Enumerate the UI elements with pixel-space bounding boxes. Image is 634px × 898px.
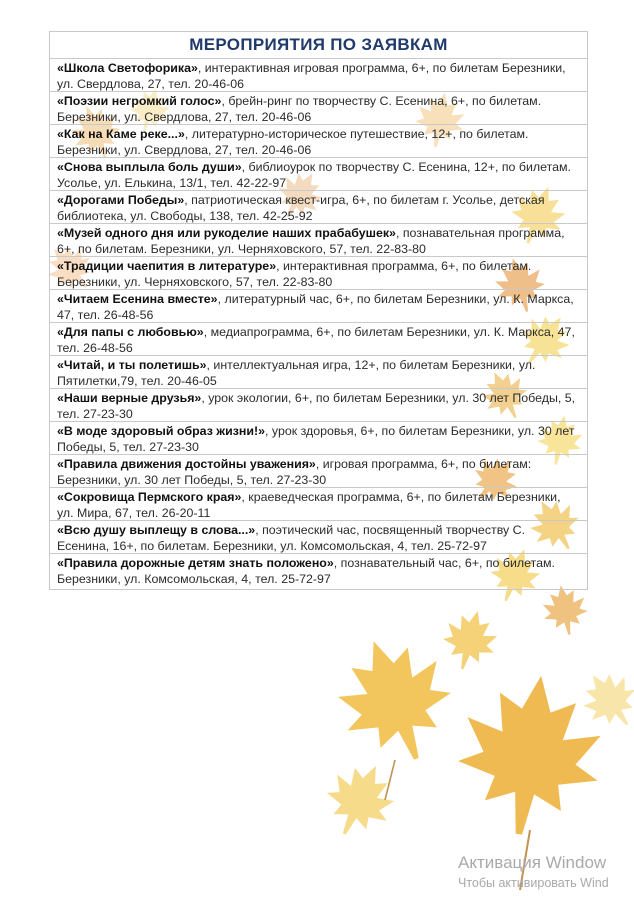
event-row xyxy=(50,521,587,554)
event-row xyxy=(50,323,587,356)
event-name: «Снова выплыла боль души» xyxy=(57,160,242,174)
event-details: , познавательный час, 6+, по билетам. Березники, ул. Комсомольская, 4, тел. 25-72-97 xyxy=(57,556,555,586)
event-row xyxy=(50,224,587,257)
maple-leaf-icon xyxy=(322,622,468,777)
event-details: , познавательная программа, 6+, по билетам. Березники, ул. Черняховского, 57, тел. 22-83-80 xyxy=(57,226,565,256)
event-details: , урок здоровья, 6+, по билетам Березники, ул. 30 лет Победы, 5, тел. 27-23-30 xyxy=(57,424,575,454)
event-details: , поэтический час, посвященный творчеству С. Есенина, 16+, по билетам. Березники, ул. Комсомольская, 4, тел. 25-72-97 xyxy=(57,523,526,553)
event-name: «Сокровища Пермского края» xyxy=(57,490,242,504)
event-name: «В моде здоровый образ жизни!» xyxy=(57,424,265,438)
event-row xyxy=(50,257,587,290)
event-row xyxy=(50,389,587,422)
event-name: «Правила движения достойны уважения» xyxy=(57,457,316,471)
event-row xyxy=(50,488,587,521)
event-details: , краеведческая программа, 6+, по билетам Березники, ул. Мира, 67, тел. 26-20-11 xyxy=(57,490,561,520)
event-details: , интерактивная программа, 6+, по билетам. Березники, ул. Черняховского, 57, тел. 22-83-80 xyxy=(57,259,532,289)
event-name: «Дорогами Победы» xyxy=(57,193,185,207)
event-row xyxy=(50,290,587,323)
event-name: «Всю душу выплещу в слова...» xyxy=(57,523,256,537)
maple-leaf-icon xyxy=(314,752,406,848)
event-row xyxy=(50,125,587,158)
event-details: , литературный час, 6+, по билетам Березники, ул. К. Маркса, 47, тел. 26-48-56 xyxy=(57,292,574,322)
event-row xyxy=(50,455,587,488)
page-title: МЕРОПРИЯТИЯ ПО ЗАЯВКАМ xyxy=(50,32,587,59)
event-name: «Наши верные друзья» xyxy=(57,391,202,405)
maple-leaf-icon xyxy=(571,660,634,739)
event-name: «Традиции чаепития в литературе» xyxy=(57,259,277,273)
watermark-subtitle: Чтобы активировать Wind xyxy=(458,876,609,890)
event-name: «Музей одного дня или рукоделие наших прабабушек» xyxy=(57,226,396,240)
watermark-title: Активация Window xyxy=(458,853,607,872)
event-name: «Читай, и ты полетишь» xyxy=(57,358,207,372)
event-name: «Правила дорожные детям знать положено» xyxy=(57,556,334,570)
event-row xyxy=(50,356,587,389)
event-row xyxy=(50,59,587,92)
events-list xyxy=(50,59,587,589)
event-name: «Школа Светофорика» xyxy=(57,61,198,75)
event-details: , интеллектуальная игра, 12+, по билетам Березники, ул. Пятилетки,79, тел. 20-46-05 xyxy=(57,358,536,388)
event-details: , патриотическая квест-игра, 6+, по билетам г. Усолье, детская библиотека, ул. Свободы, 138, тел. 42-25-92 xyxy=(57,193,545,223)
event-details: , игровая программа, 6+, по билетам: Березники, ул. 30 лет Победы, 5, тел. 27-23-30 xyxy=(57,457,532,487)
event-details: , урок экологии, 6+, по билетам Березники, ул. 30 лет Победы, 5, тел. 27-23-30 xyxy=(57,391,576,421)
events-table xyxy=(49,31,588,590)
event-details: , медиапрограмма, 6+, по билетам Березники, ул. К. Маркса, 47, тел. 26-48-56 xyxy=(57,325,575,355)
event-row xyxy=(50,92,587,125)
event-row xyxy=(50,422,587,455)
event-name: «Для папы с любовью» xyxy=(57,325,204,339)
event-row xyxy=(50,158,587,191)
event-row xyxy=(50,191,587,224)
event-name: «Как на Каме реке...» xyxy=(57,127,185,141)
windows-activation-watermark xyxy=(458,852,609,892)
event-details: , брейн-ринг по творчеству С. Есенина, 6+, по билетам. Березники, ул. Свердлова, 27, тел. 20-46-06 xyxy=(57,94,542,124)
event-name: «Читаем Есенина вместе» xyxy=(57,292,218,306)
event-name: «Поэзии негромкий голос» xyxy=(57,94,222,108)
event-details: , литературно-историческое путешествие, 12+, по билетам. Березники, ул. Свердлова, 27, тел. 20-46-06 xyxy=(57,127,529,157)
maple-leaf-icon xyxy=(437,604,504,676)
maple-leaf-icon xyxy=(539,582,591,639)
maple-leaf-icon xyxy=(449,666,611,844)
event-row xyxy=(50,554,587,589)
event-details: , интерактивная игровая программа, 6+, по билетам Березники, ул. Свердлова, 27, тел. 20-46-06 xyxy=(57,61,566,91)
event-details: , библиоурок по творчеству С. Есенина, 12+, по билетам. Усолье, ул. Елькина, 13/1, тел. 42-22-97 xyxy=(57,160,571,190)
